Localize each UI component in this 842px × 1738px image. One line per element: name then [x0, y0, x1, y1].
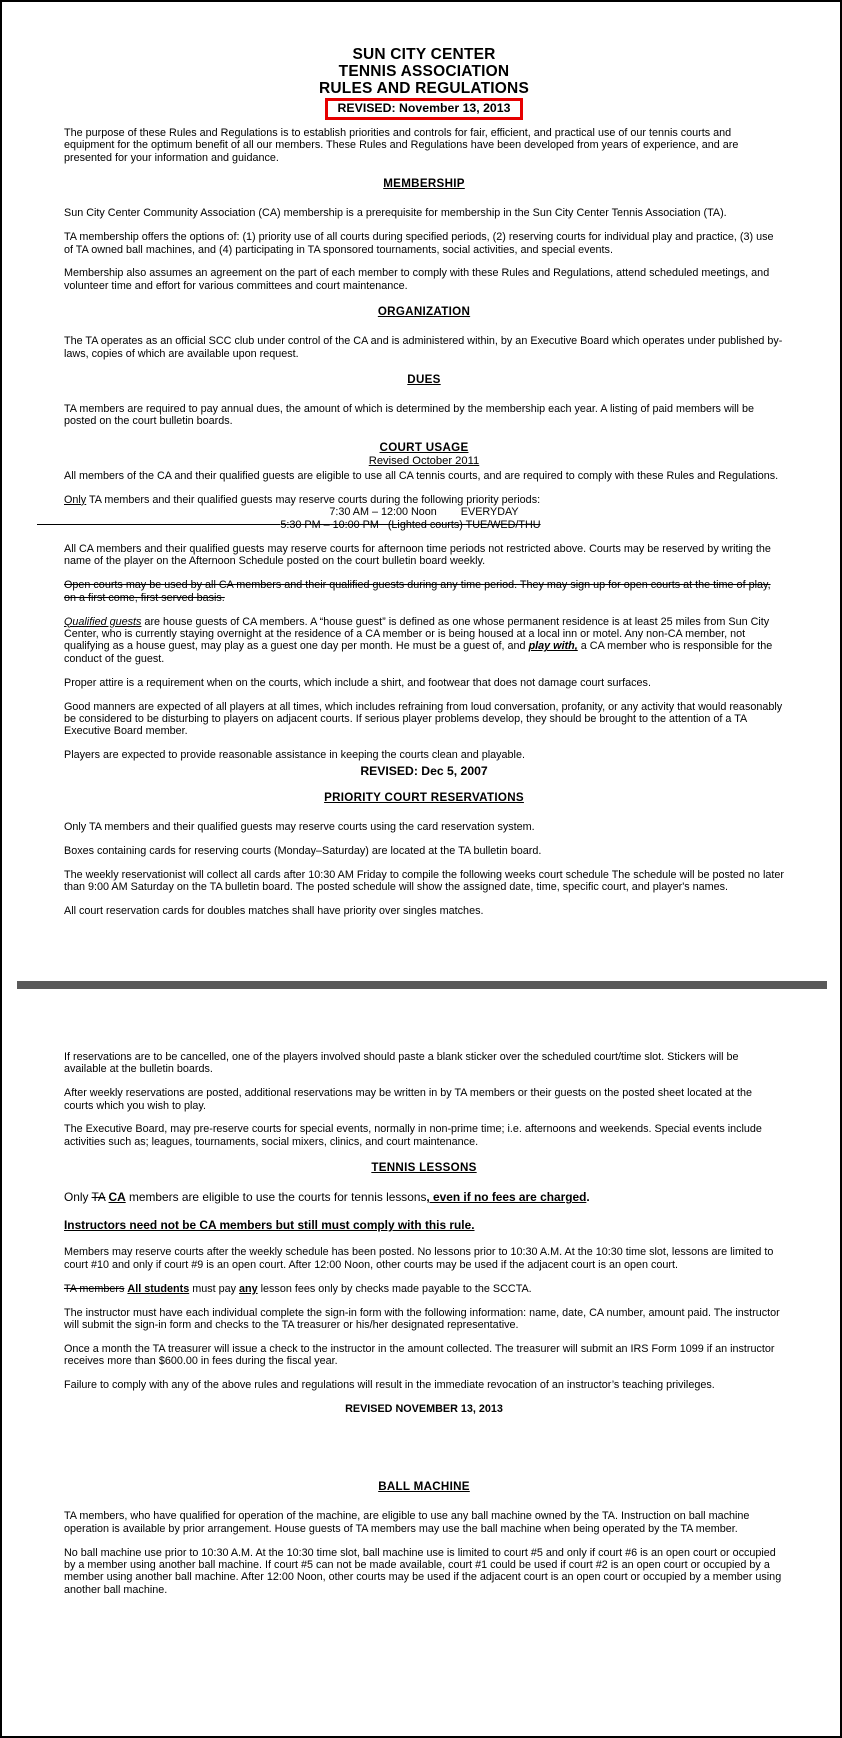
revised-date-box: REVISED: November 13, 2013 — [325, 98, 524, 120]
lessons-schedule-paragraph: Members may reserve courts after the weekly schedule has been posted. No lessons prior to 10:30 A.M. At the 10:30 time slot, lessons are limited to court #10 and only if court #9 is an open court. After 12:00 Noon, other courts may be used if the adjacent court is an open court. — [64, 1246, 774, 1271]
strike-lead-line — [37, 524, 280, 525]
court-usage-paragraph-3: All CA members and their qualified guests may reserve courts for afternoon time periods not restricted above. Courts may be reserved by writing the name of the player on the Afternoon Schedule posted on the court bulletin board weekly. — [64, 543, 771, 568]
priority-period-line-1: 7:30 AM – 12:00 Noon EVERYDAY — [329, 506, 519, 519]
ball-machine-paragraph-2: No ball machine use prior to 10:30 A.M. At the 10:30 time slot, ball machine use is limited to court #5 and only if court #6 is an open court or occupied by a member using another ball machine. If court #5 can not be made available, court #1 could be used if court #2 is an open court or occupied by a member using another ball machine. After 12:00 Noon, other courts may be used if the adjacent court is an open court or occupied by a member using another ball machine. — [64, 1546, 782, 1596]
text-run: lesson fees only by checks made payable to the SCCTA. — [257, 1282, 532, 1295]
ball-machine-heading: BALL MACHINE — [378, 1480, 470, 1494]
gap-after-page-break — [64, 989, 784, 1051]
court-usage-revised-subheading: Revised October 2011 — [368, 454, 480, 467]
gap-before-page-break — [64, 929, 784, 981]
organization-heading: ORGANIZATION — [377, 305, 471, 319]
lessons-eligibility-paragraph — [64, 1191, 784, 1205]
priority-period-line-2-struck — [64, 519, 784, 531]
reservations-paragraph-1: Only TA members and their qualified guests may reserve courts using the card reservation system. — [64, 820, 535, 833]
title-line-2: TENNIS ASSOCIATION — [338, 63, 510, 80]
title-line-3: RULES AND REGULATIONS — [318, 80, 529, 97]
revised-box-row — [64, 97, 784, 120]
reservations-paragraph-4: All court reservation cards for doubles matches shall have priority over singles matches. — [64, 904, 484, 917]
proper-attire-paragraph: Proper attire is a requirement when on the courts, which include a shirt, and footwear that does not damage court surfaces. — [64, 676, 651, 689]
court-usage-paragraph-2 — [64, 494, 784, 506]
tennis-lessons-heading: TENNIS LESSONS — [371, 1161, 477, 1175]
open-courts-struck-paragraph — [64, 579, 784, 604]
revised-dec-2007-line: REVISED: Dec 5, 2007 — [360, 763, 488, 778]
document-body — [64, 127, 784, 1596]
membership-paragraph-2: TA membership offers the options of: (1) priority use of all courts during specified periods, (2) reserving courts for individual play and practice, (3) use of TA owned ball machines, and (4) participating in TA sponsored tournaments, social activities, and special events. — [64, 231, 774, 256]
court-usage-heading: COURT USAGE — [379, 440, 469, 454]
qualified-guests-paragraph — [64, 616, 784, 666]
title-line-1: SUN CITY CENTER — [352, 46, 496, 63]
gap-before-ball-machine — [64, 1427, 784, 1467]
text-run: Only — [64, 493, 87, 506]
page-break-bar — [17, 981, 827, 989]
additional-reservations-paragraph: After weekly reservations are posted, additional reservations may be written in by TA members or their guests on the posted sheet located at the courts which you wish to play. — [64, 1087, 752, 1112]
revised-november-2013-line: REVISED NOVEMBER 13, 2013 — [345, 1403, 503, 1416]
text-run: TA members and their qualified guests may reserve courts during the following priority periods: — [86, 493, 541, 506]
court-usage-paragraph-1: All members of the CA and their qualified guests are eligible to use all CA tennis courts, and are required to comply with these Rules and Regulations. — [64, 469, 779, 482]
priority-court-reservations-heading: PRIORITY COURT RESERVATIONS — [324, 790, 524, 804]
reservations-paragraph-3: The weekly reservationist will collect all cards after 10:30 AM Friday to compile the following weeks court schedule The schedule will be posted no later than 9:00 AM Saturday on the TA bulletin board. The posted schedule will show the assigned date, time, specific court, and player's names. — [64, 868, 784, 893]
good-manners-paragraph: Good manners are expected of all players at all times, which includes refraining from loud conversation, profanity, or any activity that would reasonably be considered to be disturbing to players on adjacent courts. If serious player problems develop, they should be brought to the attention of a TA Executive Board member. — [64, 700, 783, 738]
text-run: any — [239, 1282, 258, 1295]
executive-board-paragraph: The Executive Board, may pre-reserve courts for special events, normally in non-prime time; i.e. afternoons and weekends. Special events include activities such as; leagues, tournaments, social mixers, clinics, and court maintenance. — [64, 1123, 762, 1148]
reservations-paragraph-2: Boxes containing cards for reserving courts (Monday–Saturday) are located at the TA bulletin board. — [64, 844, 542, 857]
revocation-paragraph: Failure to comply with any of the above rules and regulations will result in the immediate revocation of an instructor’s teaching privileges. — [64, 1379, 715, 1392]
text-run: Open courts may be used by all CA members and their qualified guests during any time period. They may sign up for open courts at the time of play, on a first come, first served basis. — [64, 579, 771, 604]
instructors-rule-paragraph — [64, 1219, 784, 1233]
text-run: play with, — [528, 640, 578, 653]
text-run: members are eligible to use the courts for tennis lessons — [125, 1190, 427, 1205]
dues-heading: DUES — [407, 373, 441, 387]
text-run: a CA member who is responsible for the conduct of the guest. — [64, 640, 773, 665]
text-run: All students — [127, 1282, 190, 1295]
organization-paragraph: The TA operates as an official SCC club under control of the CA and is administered within, by an Executive Board which operates under published by-laws, copies of which are available upon request. — [64, 335, 783, 360]
struck-text: 5:30 PM – 10:00 PM (Lighted courts) TUE/WED/THU — [280, 518, 541, 531]
text-run: , even if no fees are charged — [426, 1190, 587, 1205]
text-run: Only — [64, 1190, 92, 1205]
intro-paragraph: The purpose of these Rules and Regulations is to establish priorities and controls for fair, efficient, and practical use of our tennis courts and equipment for the optimum benefit of all our members. These Rules and Regulations have been developed from years of experience, and are presented for your information and guidance. — [64, 127, 739, 164]
text-run: TA — [91, 1190, 106, 1205]
text-run: are house guests of CA members. A “house guest” is defined as one whose permanent residence is at least 25 miles from Sun City Center, who is currently staying overnight at the residence of a CA member or is being housed at a local inn or motel. Any non-CA member, not qualifying as a house guest, may play as a guest one day per month. He must be a guest of, and — [64, 615, 770, 653]
text-run: TA members — [64, 1282, 125, 1295]
ball-machine-paragraph-1: TA members, who have qualified for operation of the machine, are eligible to use any ball machine owned by the TA. Instruction on ball machine operation is available by prior arrangement. House guests of TA members may use the ball machine when being operated by the TA member. — [64, 1510, 750, 1535]
lesson-fees-paragraph — [64, 1283, 784, 1295]
cancellation-paragraph: If reservations are to be cancelled, one of the players involved should paste a blank sticker over the scheduled court/time slot. Stickers will be available at the bulletin boards. — [64, 1050, 739, 1076]
treasurer-check-paragraph: Once a month the TA treasurer will issue a check to the instructor in the amount collected. The treasurer will submit an IRS Form 1099 if an instructor receives more than $600.00 in fees during the fiscal year. — [64, 1342, 775, 1368]
sign-in-form-paragraph: The instructor must have each individual complete the sign-in form with the following information: name, date, CA number, amount paid. The instructor will submit the sign-in form and checks to the TA treasurer or his/her designated representative. — [64, 1306, 780, 1332]
membership-heading: MEMBERSHIP — [383, 177, 465, 191]
document-header — [64, 46, 784, 120]
text-run: Instructors need not be CA members but still must comply with this rule. — [64, 1217, 475, 1232]
text-run: Qualified guests — [64, 615, 142, 628]
document-content-area — [2, 2, 840, 1596]
membership-paragraph-3: Membership also assumes an agreement on the part of each member to comply with these Rules and Regulations, attend scheduled meetings, and volunteer time and effort for various committees and court maintenance. — [64, 267, 770, 292]
text-run: . — [586, 1190, 590, 1205]
membership-paragraph-1: Sun City Center Community Association (CA) membership is a prerequisite for membership in the Sun City Center Tennis Association (TA). — [64, 207, 727, 220]
dues-paragraph: TA members are required to pay annual dues, the amount of which is determined by the membership each year. A listing of paid members will be posted on the court bulletin boards. — [64, 403, 754, 428]
text-run: CA — [108, 1190, 126, 1205]
courts-clean-paragraph: Players are expected to provide reasonable assistance in keeping the courts clean and playable. — [64, 749, 525, 762]
text-run: must pay — [189, 1282, 240, 1295]
